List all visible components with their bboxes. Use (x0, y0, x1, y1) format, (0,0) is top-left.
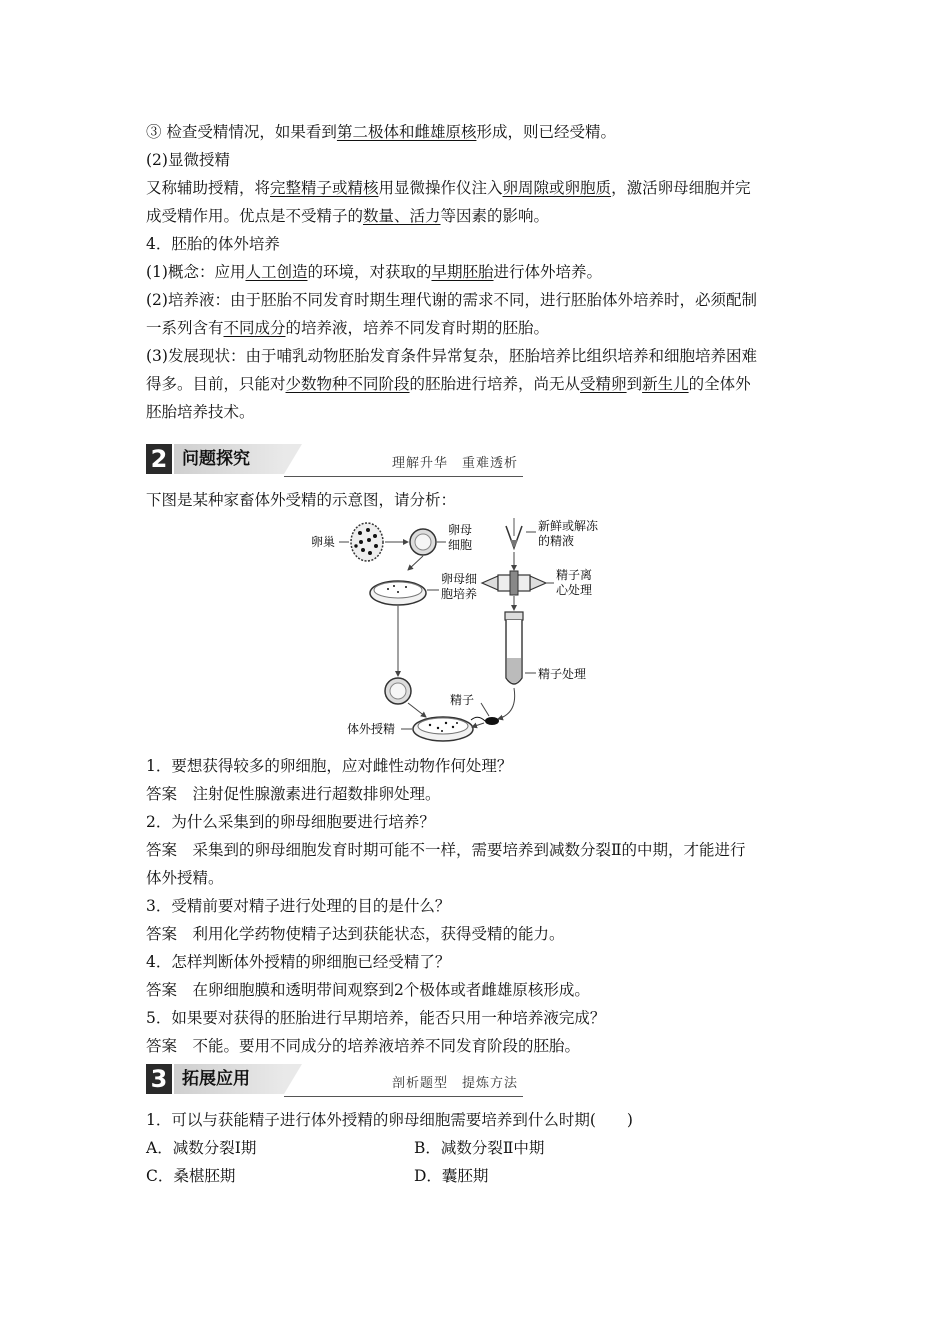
label-centrifuge-1: 精子离 (556, 568, 593, 582)
text-line: 又称辅助授精，将完整精子或精核用显微操作仪注入卵周隙或卵胞质，激活卵母细胞并完 (146, 179, 751, 197)
answer: 体外授精。 (146, 869, 224, 887)
subheading: (2)显微授精 (146, 151, 230, 169)
label-ivf: 体外授精 (347, 722, 396, 736)
ivf-dish-icon (413, 717, 473, 741)
label-sperm: 精子 (450, 693, 475, 707)
text-line: 成受精作用。优点是不受精子的数量、活力等因素的影响。 (146, 207, 550, 225)
section-title: 问题探究 (174, 444, 284, 474)
label-semen-2: 的精液 (538, 534, 575, 548)
section-header-3 (146, 1064, 808, 1096)
option-b[interactable]: B．减数分裂Ⅱ中期 (414, 1139, 545, 1157)
text-line: 得多。目前，只能对少数物种不同阶段的胚胎进行培养，尚无从受精卵到新生儿的全体外 (146, 375, 751, 393)
section-number: 3 (146, 1064, 172, 1094)
label-culture-2: 胞培养 (441, 587, 478, 601)
answer: 答案 不能。要用不同成分的培养液培养不同发育阶段的胚胎。 (146, 1037, 581, 1055)
content (146, 118, 808, 1190)
text-line: 一系列含有不同成分的培养液，培养不同发育时期的胚胎。 (146, 319, 550, 337)
answer: 答案 注射促性腺激素进行超数排卵处理。 (146, 785, 441, 803)
text-line: (1)概念：应用人工创造的环境，对获取的早期胚胎进行体外培养。 (146, 263, 603, 281)
sperm-icon (471, 717, 499, 725)
culture-dish-icon (370, 581, 426, 605)
question: 1．要想获得较多的卵细胞，应对雌性动物作何处理？ (146, 757, 513, 775)
option-a[interactable]: A．减数分裂Ⅰ期 (146, 1139, 257, 1157)
label-ovary: 卵巢 (311, 535, 336, 549)
text-line: ③ 检查受精情况，如果看到第二极体和雌雄原核形成，则已经受精。 (146, 123, 616, 141)
options-row (146, 1162, 808, 1190)
mature-oocyte-icon (385, 678, 411, 704)
centrifuge-icon (482, 571, 546, 595)
text-line: (3)发展现状：由于哺乳动物胚胎发育条件异常复杂，胚胎培养比组织培养和细胞培养困难 (146, 347, 757, 365)
ivf-diagram-svg (146, 518, 808, 746)
ivf-diagram (146, 518, 808, 746)
label-oocyte-2: 细胞 (448, 538, 473, 552)
text-line: (2)培养液：由于胚胎不同发育时期生理代谢的需求不同，进行胚胎体外培养时，必须配制 (146, 291, 757, 309)
label-oocyte-1: 卵母 (448, 523, 473, 537)
section-subtitle: 理解升华 重难透析 (391, 456, 518, 471)
section-title: 拓展应用 (174, 1064, 284, 1094)
section-number: 2 (146, 444, 172, 474)
question: 3．受精前要对精子进行处理的目的是什么？ (146, 897, 451, 915)
question: 5．如果要对获得的胚胎进行早期培养，能否只用一种培养液完成？ (146, 1009, 606, 1027)
label-semen-1: 新鲜或解冻 (538, 519, 599, 533)
section-subtitle: 剖析题型 提炼方法 (391, 1076, 518, 1091)
option-d[interactable]: D．囊胚期 (414, 1167, 489, 1185)
answer: 答案 利用化学药物使精子达到获能状态，获得受精的能力。 (146, 925, 565, 943)
section-header-2 (146, 444, 808, 476)
option-c[interactable]: C．桑椹胚期 (146, 1167, 236, 1185)
label-centrifuge-2: 心处理 (556, 583, 593, 597)
text-line: 胚胎培养技术。 (146, 403, 255, 421)
question-stem: 1．可以与获能精子进行体外授精的卵母细胞需要培养到什么时期( ) (146, 1111, 633, 1129)
answer: 答案 在卵细胞膜和透明带间观察到2个极体或者雌雄原核形成。 (146, 981, 590, 999)
qa-list (146, 752, 808, 1060)
pipette-icon (506, 518, 522, 548)
subheading: 4．胚胎的体外培养 (146, 235, 280, 253)
intro-text: 下图是某种家畜体外受精的示意图，请分析： (146, 491, 457, 509)
question: 4．怎样判断体外授精的卵细胞已经受精了？ (146, 953, 451, 971)
test-tube-icon (505, 612, 523, 684)
options-row (146, 1134, 808, 1162)
ovary-icon (351, 523, 383, 561)
question: 2．为什么采集到的卵母细胞要进行培养？ (146, 813, 435, 831)
oocyte-icon (410, 529, 436, 555)
label-culture-1: 卵母细 (441, 572, 478, 586)
label-sperm-treatment: 精子处理 (538, 667, 587, 681)
answer: 答案 采集到的卵母细胞发育时期可能不一样，需要培养到减数分裂Ⅱ的中期，才能进行 (146, 841, 746, 859)
